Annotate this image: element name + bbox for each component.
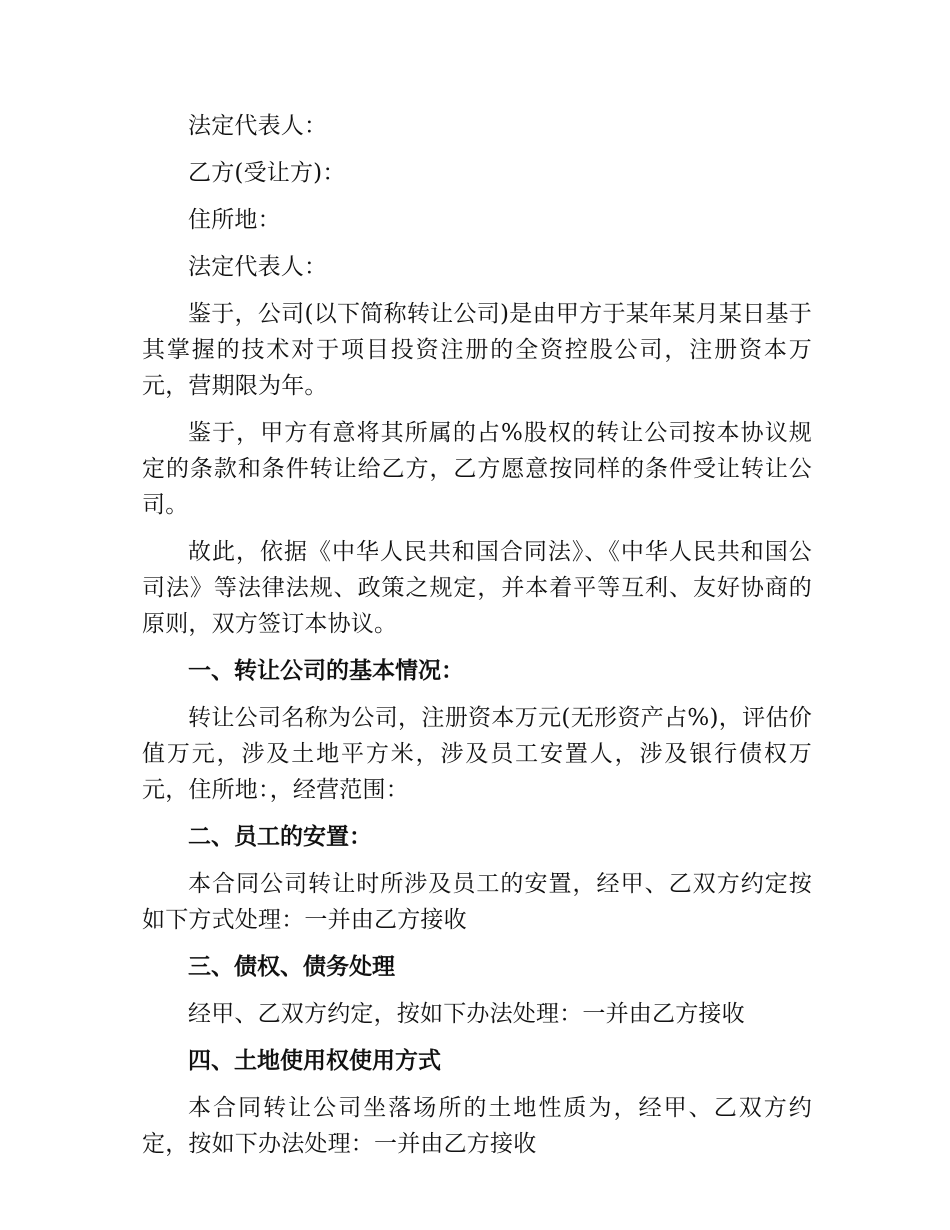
legal-representative-line-b: 法定代表人： bbox=[188, 254, 328, 280]
debts-paragraph: 经甲、乙双方约定，按如下办法处理：一并由乙方接收 bbox=[188, 1001, 745, 1027]
party-b-line: 乙方(受让方)： bbox=[188, 160, 346, 186]
recital-company-paragraph: 鉴于，公司(以下简称转让公司)是由甲方于某年某月某日基于其掌握的技术对于项目投资注册的全资控股公司，注册资本万元，营期限为年。 bbox=[142, 301, 812, 399]
section-heading-land: 四、土地使用权使用方式 bbox=[188, 1047, 441, 1074]
basic-info-paragraph: 转让公司名称为公司，注册资本万元(无形资产占%)，评估价值万元，涉及土地平方米，涉及员工安置人，涉及银行债权万元，住所地：，经营范围： bbox=[142, 705, 812, 803]
section-heading-staff: 二、员工的安置： bbox=[188, 823, 372, 850]
land-paragraph: 本合同转让公司坐落场所的土地性质为，经甲、乙双方约定，按如下办法处理：一并由乙方接收 bbox=[142, 1095, 812, 1157]
recital-transfer-paragraph: 鉴于，甲方有意将其所属的占%股权的转让公司按本协议规定的条款和条件转让给乙方，乙方愿意按同样的条件受让转让公司。 bbox=[142, 420, 812, 518]
legal-representative-line: 法定代表人： bbox=[188, 113, 328, 139]
staff-paragraph: 本合同公司转让时所涉及员工的安置，经甲、乙双方约定按如下方式处理：一并由乙方接收 bbox=[142, 871, 812, 933]
address-line: 住所地： bbox=[188, 207, 281, 233]
section-heading-debts: 三、债权、债务处理 bbox=[188, 953, 395, 980]
legal-basis-paragraph: 故此，依据《中华人民共和国合同法》、《中华人民共和国公司法》等法律法规、政策之规定，并本着平等互利、友好协商的原则，双方签订本协议。 bbox=[142, 539, 812, 637]
section-heading-basic-info: 一、转让公司的基本情况： bbox=[188, 657, 464, 684]
document-page bbox=[142, 108, 812, 1173]
